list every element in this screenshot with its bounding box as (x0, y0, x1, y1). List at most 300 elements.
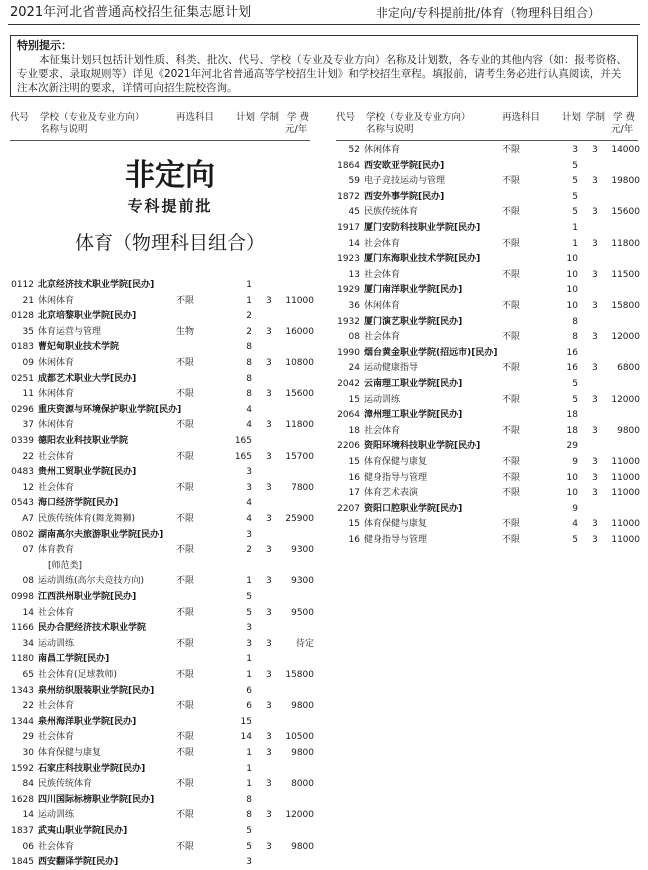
school-row (10, 855, 315, 869)
tuition-fee: 10800 (285, 358, 314, 368)
major-name: 运动健康指导 (364, 363, 419, 374)
tuition-fee: 9300 (291, 545, 314, 556)
school-name: 泉州纺织服装职业学院[民办] (38, 685, 155, 696)
school-code: 2064 (337, 410, 360, 421)
tuition-fee: 11000 (285, 295, 314, 306)
study-years: 3 (592, 145, 598, 155)
tuition-fee: 15700 (285, 451, 314, 462)
plan-count: 5 (572, 176, 578, 187)
elective-subject: 不限 (176, 420, 195, 431)
major-row (10, 481, 315, 495)
elective-subject: 不限 (176, 670, 195, 680)
tuition-fee: 8000 (291, 779, 314, 790)
tuition-fee: 15600 (611, 207, 640, 218)
school-row (10, 762, 315, 776)
elective-subject: 不限 (176, 389, 195, 400)
tuition-fee: 9500 (291, 607, 314, 618)
school-name: 成都艺术职业大学[民办] (38, 373, 137, 384)
major-code: 65 (22, 670, 34, 680)
study-years: 3 (592, 457, 598, 467)
major-row (336, 268, 641, 282)
col-fee: 学 费 (613, 112, 636, 123)
major-code: 18 (348, 425, 360, 436)
elective-subject: 不限 (502, 176, 521, 187)
school-code: 1923 (337, 254, 360, 265)
major-row (336, 471, 641, 485)
plan-count: 8 (246, 342, 252, 353)
major-row (10, 325, 315, 339)
study-years: 3 (266, 748, 272, 758)
plan-count: 2 (246, 545, 252, 556)
plan-count: 1 (572, 238, 578, 249)
plan-count: 8 (246, 358, 252, 368)
major-code: 36 (348, 301, 360, 311)
notice-box (10, 35, 638, 97)
tuition-fee: 25900 (285, 514, 314, 524)
school-row (10, 793, 315, 807)
major-code: 06 (22, 841, 34, 852)
plan-count: 1 (246, 654, 252, 665)
school-code: 1864 (337, 160, 360, 171)
major-code: 12 (22, 482, 34, 493)
school-code: 0339 (11, 436, 34, 446)
elective-subject: 不限 (502, 535, 521, 545)
study-years: 3 (266, 295, 272, 306)
elective-subject: 生物 (176, 326, 195, 337)
plan-count: 4 (246, 404, 252, 415)
col-subject: 再选科目 (502, 112, 541, 123)
major-code: 15 (348, 394, 360, 405)
school-code: 1872 (337, 191, 360, 202)
school-name: 厦门东海职业技术学院[民办] (364, 254, 481, 265)
school-row (10, 496, 315, 510)
major-name: 体育教育 (38, 545, 75, 556)
study-years: 3 (266, 451, 272, 462)
plan-count: 5 (572, 207, 578, 218)
school-code: 2207 (337, 503, 360, 514)
school-name: 江西洪州职业学院[民办] (38, 592, 137, 602)
plan-count: 10 (566, 269, 578, 280)
major-row (336, 455, 641, 469)
school-name: 厦门南洋职业学院[民办] (364, 285, 463, 296)
elective-subject: 不限 (502, 519, 521, 530)
major-name: 电子竞技运动与管理 (364, 176, 446, 187)
major-name: 休闲体育 (364, 145, 401, 155)
major-row (10, 746, 315, 760)
col-fee-unit: 元/年 (611, 124, 634, 135)
study-years: 3 (592, 176, 598, 187)
col-fee-unit: 元/年 (285, 124, 308, 135)
tuition-fee: 11000 (611, 472, 640, 483)
school-name: 资阳口腔职业学院[民办] (364, 503, 463, 514)
school-code: 0183 (11, 342, 34, 353)
plan-count: 18 (566, 425, 578, 436)
plan-count: 5 (246, 607, 252, 618)
major-name: 运动训练 (38, 810, 75, 821)
plan-count: 165 (234, 451, 252, 462)
school-name: 烟台黄金职业学院(招远市)[民办] (364, 347, 498, 358)
study-years: 3 (266, 607, 272, 618)
major-code: 16 (348, 535, 360, 545)
plan-count: 2 (246, 311, 252, 322)
elective-subject: 不限 (176, 748, 195, 758)
school-code: 0296 (11, 404, 34, 415)
plan-count: 6 (246, 685, 252, 696)
tuition-fee: 16000 (285, 326, 314, 337)
major-name: 民族传统体育 (38, 779, 93, 790)
major-name: 体育艺术表演 (364, 488, 419, 499)
school-name: 曹妃甸职业技术学院 (38, 342, 120, 353)
major-code: 14 (22, 607, 34, 618)
plan-count: 15 (240, 716, 252, 727)
major-code: 09 (22, 358, 34, 368)
major-code: 22 (22, 451, 34, 462)
tuition-fee: 11800 (285, 420, 314, 431)
major-row (10, 668, 315, 682)
category-label: 非定向/专科提前批/体育（物理科目组合） (375, 6, 600, 20)
major-code: 29 (22, 732, 34, 743)
study-years: 3 (592, 425, 598, 436)
elective-subject: 不限 (176, 841, 195, 852)
col-plan: 计划 (562, 112, 582, 123)
elective-subject: 不限 (502, 238, 521, 249)
school-name: 泉州海洋职业学院[民办] (38, 716, 137, 727)
school-row (336, 346, 641, 360)
major-row (336, 143, 641, 157)
study-years: 3 (266, 638, 272, 649)
school-code: 1990 (337, 347, 360, 358)
tuition-fee: 15800 (611, 301, 640, 311)
plan-count: 3 (246, 467, 252, 478)
study-years: 3 (266, 576, 272, 587)
major-name: 运动训练(高尔夫竞技方向) (38, 576, 145, 587)
elective-subject: 不限 (502, 332, 521, 343)
col-code: 代号 (336, 112, 356, 123)
major-row (336, 424, 641, 438)
plan-count: 8 (246, 373, 252, 384)
plan-count: 10 (566, 472, 578, 483)
school-name: 厦门安防科技职业学院[民办] (364, 223, 481, 233)
major-row (10, 699, 315, 713)
section-group: 体育（物理科目组合） (74, 232, 265, 254)
major-code: A7 (22, 514, 34, 524)
major-name: 健身指导与管理 (364, 472, 428, 483)
school-row (336, 190, 641, 204)
school-code: 1343 (11, 685, 34, 696)
plan-count: 18 (566, 410, 578, 421)
major-name: 运动训练 (38, 638, 75, 649)
plan-count: 8 (572, 332, 578, 343)
major-name: 休闲体育 (38, 295, 75, 306)
major-row (10, 808, 315, 822)
plan-count: 1 (246, 280, 252, 290)
plan-count: 8 (246, 794, 252, 805)
plan-count: 9 (572, 503, 578, 514)
school-name: 西安欧亚学院[民办] (364, 160, 445, 171)
plan-count: 5 (572, 160, 578, 171)
school-name: 四川国际标榜职业学院[民办] (38, 794, 155, 805)
major-code: 24 (348, 363, 360, 374)
major-row (336, 361, 641, 375)
school-name: 湖南高尔夫旅游职业学院[民办] (38, 529, 164, 540)
plan-count: 165 (234, 436, 252, 446)
study-years: 3 (266, 841, 272, 852)
school-code: 1929 (337, 285, 360, 296)
school-row (336, 439, 641, 453)
school-code: 0251 (11, 373, 34, 384)
plan-count: 3 (572, 145, 578, 155)
major-name: 社会体育(足球教师) (38, 670, 118, 680)
elective-subject: 不限 (176, 779, 195, 790)
tuition-fee: 15800 (285, 670, 314, 680)
study-years: 3 (592, 472, 598, 483)
school-code: 0483 (11, 467, 34, 478)
tuition-fee: 11000 (611, 457, 640, 467)
major-row (10, 606, 315, 620)
school-name: 南昌工学院[民办] (38, 654, 110, 665)
major-row (336, 174, 641, 188)
plan-count: 5 (246, 841, 252, 852)
school-row (336, 408, 641, 422)
major-name: 体育保健与康复 (38, 748, 102, 758)
document-title: 2021年河北省普通高校招生征集志愿计划 (10, 5, 252, 20)
school-name: 北京培黎职业学院[民办] (38, 311, 137, 322)
major-name: 休闲体育 (38, 358, 75, 368)
major-row (10, 512, 315, 526)
school-name: 厦门演艺职业学院[民办] (364, 316, 463, 327)
major-name: 民族传统体育(舞龙舞狮) (38, 514, 136, 524)
section-type: 非定向 (125, 158, 215, 193)
major-code: 17 (348, 488, 360, 499)
tuition-fee: 7800 (291, 482, 314, 493)
school-row (10, 372, 315, 386)
plan-count: 1 (246, 748, 252, 758)
plan-count: 8 (246, 389, 252, 400)
col-school-sub: 名称与说明 (40, 124, 88, 135)
elective-subject: 不限 (176, 701, 195, 712)
study-years: 3 (592, 207, 598, 218)
plan-count: 16 (566, 347, 578, 358)
plan-count: 3 (246, 857, 252, 868)
elective-subject: 不限 (502, 269, 521, 280)
school-code: 0998 (11, 592, 34, 602)
major-row (10, 840, 315, 854)
plan-count: 5 (246, 592, 252, 602)
elective-subject: 不限 (176, 545, 195, 556)
elective-subject: 不限 (176, 576, 195, 587)
major-name: 社会体育 (38, 607, 75, 618)
plan-count: 14 (240, 732, 252, 743)
major-code: 14 (22, 810, 34, 821)
elective-subject: 不限 (176, 482, 195, 493)
study-years: 3 (592, 488, 598, 499)
school-row (336, 315, 641, 329)
plan-count: 10 (566, 488, 578, 499)
school-name: 重庆资源与环境保护职业学院[民办] (38, 404, 182, 415)
major-row (10, 387, 315, 401)
tuition-fee: 9800 (617, 425, 640, 436)
major-code: 22 (22, 701, 34, 712)
plan-count: 3 (246, 623, 252, 634)
study-years: 3 (592, 394, 598, 405)
major-code: 13 (348, 269, 360, 280)
school-row (10, 434, 315, 448)
major-name: 健身指导与管理 (364, 535, 428, 545)
plan-count: 10 (566, 285, 578, 296)
school-code: 1180 (11, 654, 34, 665)
school-code: 1628 (11, 794, 34, 805)
school-code: 0543 (11, 498, 34, 509)
school-code: 1932 (337, 316, 360, 327)
plan-count: 5 (572, 379, 578, 389)
major-code: 08 (348, 332, 360, 343)
plan-count: 1 (246, 295, 252, 306)
major-code: 37 (22, 420, 34, 431)
major-code: 15 (348, 519, 360, 530)
study-years: 3 (266, 514, 272, 524)
elective-subject: 不限 (502, 207, 521, 218)
major-name: 休闲体育 (38, 389, 75, 400)
major-row (10, 543, 315, 557)
school-name: 西安翻译学院[民办] (38, 857, 119, 868)
major-row (336, 205, 641, 219)
tuition-fee: 11000 (611, 488, 640, 499)
school-row (10, 684, 315, 698)
plan-count: 16 (566, 363, 578, 374)
plan-count: 6 (246, 701, 252, 712)
elective-subject: 不限 (176, 732, 195, 743)
major-row (336, 517, 641, 531)
elective-subject: 不限 (176, 358, 195, 368)
col-years: 学制 (586, 112, 606, 123)
major-code: 45 (348, 207, 360, 218)
school-code: 1837 (11, 826, 34, 836)
major-row (336, 299, 641, 313)
elective-subject: 不限 (502, 363, 521, 374)
major-row (336, 330, 641, 344)
school-row (10, 309, 315, 323)
elective-subject: 不限 (502, 301, 521, 311)
plan-count: 1 (572, 223, 578, 233)
school-row (10, 824, 315, 838)
school-row (336, 283, 641, 297)
major-code: 84 (22, 779, 34, 790)
major-name: 休闲体育 (38, 420, 75, 431)
col-code: 代号 (10, 112, 30, 123)
tuition-fee: 11000 (611, 519, 640, 530)
major-code: 11 (22, 389, 34, 400)
elective-subject: 不限 (502, 488, 521, 499)
elective-subject: 不限 (176, 514, 195, 524)
study-years: 3 (592, 363, 598, 374)
school-name: 民办合肥经济技术职业学院 (38, 623, 147, 634)
tuition-fee: 待定 (295, 638, 314, 649)
major-row (10, 730, 315, 744)
study-years: 3 (266, 701, 272, 712)
major-name: 社会体育 (364, 425, 401, 436)
school-row (10, 652, 315, 666)
study-years: 3 (592, 332, 598, 343)
school-row (336, 159, 641, 173)
tuition-fee: 19800 (611, 176, 640, 187)
major-name: 运动训练 (364, 394, 401, 405)
note-row (10, 559, 315, 573)
tuition-fee: 9800 (291, 841, 314, 852)
school-row (336, 221, 641, 235)
study-years: 3 (266, 670, 272, 680)
school-name: 北京经济技术职业学院[民办] (38, 280, 155, 290)
plan-count: 10 (566, 301, 578, 311)
school-code: 1166 (11, 623, 34, 634)
school-row (10, 590, 315, 604)
major-name: 社会体育 (364, 238, 401, 249)
plan-count: 2 (246, 326, 252, 337)
school-code: 1344 (11, 716, 34, 727)
major-row (336, 237, 641, 251)
major-row (10, 637, 315, 651)
major-name: 体育运营与管理 (38, 326, 102, 337)
plan-count: 8 (246, 810, 252, 821)
school-row (10, 465, 315, 479)
major-name: 社会体育 (364, 332, 401, 343)
major-name: 社会体育 (38, 701, 75, 712)
major-code: 16 (348, 472, 360, 483)
elective-subject: 不限 (502, 145, 521, 155)
major-name: 体育保健与康复 (364, 519, 428, 530)
plan-count: 4 (572, 519, 578, 530)
school-name: 武夷山职业学院[民办] (38, 826, 128, 836)
major-code: 07 (22, 545, 34, 556)
elective-subject: 不限 (176, 810, 195, 821)
tuition-fee: 9300 (291, 576, 314, 587)
major-code: 30 (22, 748, 34, 758)
study-years: 3 (592, 535, 598, 545)
tuition-fee: 9800 (291, 748, 314, 758)
major-row (10, 574, 315, 588)
elective-subject: 不限 (176, 638, 195, 649)
col-plan: 计划 (236, 112, 256, 123)
school-row (10, 403, 315, 417)
major-row (10, 418, 315, 432)
major-row (336, 486, 641, 500)
major-name: 社会体育 (38, 841, 75, 852)
school-name: 贵州工贸职业学院[民办] (38, 467, 137, 478)
plan-count: 4 (246, 498, 252, 509)
major-code: 34 (22, 638, 34, 649)
major-name: 社会体育 (364, 269, 401, 280)
plan-count: 3 (246, 638, 252, 649)
major-name: 休闲体育 (364, 301, 401, 311)
major-name: 社会体育 (38, 732, 75, 743)
major-name: 体育保健与康复 (364, 457, 428, 467)
page-header (8, 2, 640, 25)
school-name: 石家庄科技职业学院[民办] (38, 763, 146, 774)
school-row (10, 528, 315, 542)
elective-subject: 不限 (176, 607, 195, 618)
major-code: 08 (22, 576, 34, 587)
school-code: 0802 (11, 529, 34, 540)
col-school: 学校（专业及专业方向） (366, 112, 471, 123)
plan-count: 8 (572, 316, 578, 327)
tuition-fee: 6800 (617, 363, 640, 374)
major-note: [师范类] (48, 560, 83, 571)
school-name: 海口经济学院[民办] (38, 498, 119, 509)
study-years: 3 (592, 519, 598, 530)
major-code: 14 (348, 238, 360, 249)
school-code: 2206 (337, 441, 360, 452)
major-row (10, 450, 315, 464)
tuition-fee: 11800 (611, 238, 640, 249)
